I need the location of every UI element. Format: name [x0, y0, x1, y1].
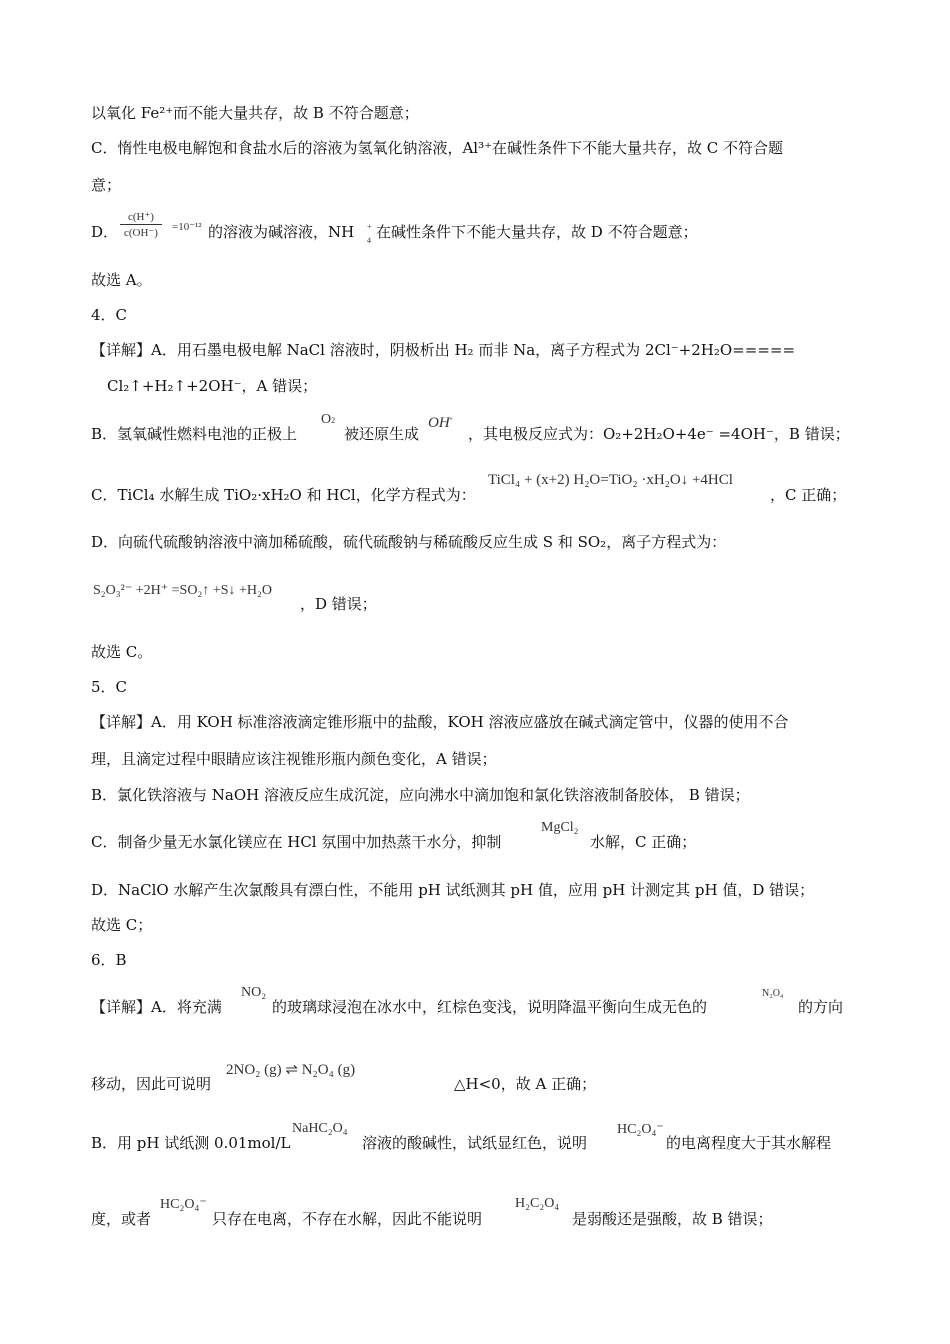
question-answer: 5．C — [91, 678, 128, 696]
text-line: 是弱酸还是强酸，故 B 错误； — [572, 1210, 773, 1228]
fraction-numerator: c(H⁺) — [120, 210, 162, 225]
text-line: 移动，因此可说明 — [91, 1075, 212, 1093]
text-line: B．用 pH 试纸测 0.01mol/L — [91, 1134, 291, 1152]
text-line — [91, 222, 118, 242]
equation-equilibrium: 2NO₂ (g) ⇌ N₂O₄ (g) — [226, 1062, 356, 1078]
text-line: D．NaClO 水解产生次氯酸具有漂白性，不能用 pH 试纸测其 pH 值，应用 pH 计测定其 pH 值，D 错误； — [91, 881, 815, 899]
text-line: 的电离程度大于其水解程 — [666, 1134, 832, 1152]
text-line: C．TiCl₄ 水解生成 TiO₂·xH₂O 和 HCl，化学方程式为： — [91, 486, 476, 504]
text-line: B．氢氧碱性燃料电池的正极上 — [91, 425, 298, 443]
text-line: C．制备少量无水氯化镁应在 HCl 氛围中加热蒸干水分，抑制 — [91, 833, 502, 851]
text-line: ，C 正确； — [770, 486, 847, 504]
text-line: 【详解】A．用石墨电极电解 NaCl 溶液时，阴极析出 H₂ 而非 Na，离子方程式为 2Cl⁻+2H₂O===== — [91, 341, 796, 359]
text-line: 的溶液为碱溶液，NH — [208, 223, 355, 241]
text-line: C．惰性电极电解饱和食盐水后的溶液为氢氧化钠溶液，Al³⁺在碱性条件下不能大量共存，故 C 不符合题 — [91, 139, 784, 157]
text-line: 在碱性条件下不能大量共存，故 D 不符合题意； — [376, 223, 698, 241]
text-line: 意； — [91, 176, 122, 194]
text-line: △H<0，故 A 正确； — [454, 1075, 597, 1093]
formula-nahc2o4: NaHC₂O₄ — [292, 1121, 348, 1136]
text-line: 的方向 — [798, 998, 844, 1016]
nh4-charge: + — [367, 222, 372, 231]
formula-h2c2o4: H₂C₂O₄ — [515, 1196, 560, 1211]
formula-hc2o4: HC₂O₄⁻ — [617, 1122, 664, 1137]
option-label: D． — [91, 223, 119, 241]
question-answer: 4．C — [91, 306, 128, 324]
text-line: ，D 错误； — [300, 595, 377, 613]
text-line: 【详解】A．将充满 — [91, 998, 222, 1016]
text-line: 水解，C 正确； — [590, 833, 697, 851]
text-line: 故选 C。 — [91, 643, 153, 661]
formula-no2: NO₂ — [241, 985, 267, 1000]
equation-ticl4: TiCl₄ + (x+2) H₂O=TiO₂ ·xH₂O↓ +4HCl — [488, 472, 733, 488]
formula-hc2o4: HC₂O₄⁻ — [160, 1197, 207, 1212]
question-answer: 6．B — [91, 951, 127, 969]
text-line: 只存在电离，不存在水解，因此不能说明 — [212, 1210, 483, 1228]
equation-s2o3: S₂O₃²⁻ +2H⁺ =SO₂↑ +S↓ +H₂O — [93, 583, 272, 598]
text-line: 故选 C； — [91, 916, 153, 934]
text-line: Cl₂↑+H₂↑+2OH⁻，A 错误； — [107, 377, 318, 395]
fraction-rhs: =10⁻¹² — [172, 221, 202, 233]
fraction-formula — [120, 210, 162, 239]
text-line: 故选 A。 — [91, 271, 152, 289]
fraction-denominator: c(OH⁻) — [124, 227, 158, 239]
text-line: 的玻璃球浸泡在冰水中，红棕色变浅，说明降温平衡向生成无色的 — [272, 998, 708, 1016]
text-line: ，其电极反应式为：O₂+2H₂O+4e⁻ =4OH⁻，B 错误； — [468, 425, 850, 443]
text-line: B．氯化铁溶液与 NaOH 溶液反应生成沉淀，应向沸水中滴加饱和氯化铁溶液制备胶体， B 错误； — [91, 786, 750, 804]
text-line: 被还原生成 — [344, 425, 420, 443]
formula-o2: O2 — [321, 412, 336, 427]
nh4-subscript: 4 — [367, 236, 371, 245]
text-line: D．向硫代硫酸钠溶液中滴加稀硫酸，硫代硫酸钠与稀硫酸反应生成 S 和 SO₂，离子方程式为： — [91, 533, 727, 551]
formula-oh: OH- — [428, 413, 453, 431]
text-line: 以氧化 Fe²⁺而不能大量共存，故 B 不符合题意； — [91, 104, 419, 122]
text-line: 理，且滴定过程中眼睛应该注视锥形瓶内颜色变化，A 错误； — [91, 750, 497, 768]
formula-n2o4: N₂O₄ — [762, 988, 784, 999]
text-line: 度，或者 — [91, 1210, 152, 1228]
formula-mgcl2: MgCl₂ — [541, 820, 579, 835]
text-line: 【详解】A．用 KOH 标准溶液滴定锥形瓶中的盐酸，KOH 溶液应盛放在碱式滴定管中，仪器的使用不合 — [91, 713, 789, 731]
text-line: 溶液的酸碱性，试纸显红色，说明 — [362, 1134, 588, 1152]
